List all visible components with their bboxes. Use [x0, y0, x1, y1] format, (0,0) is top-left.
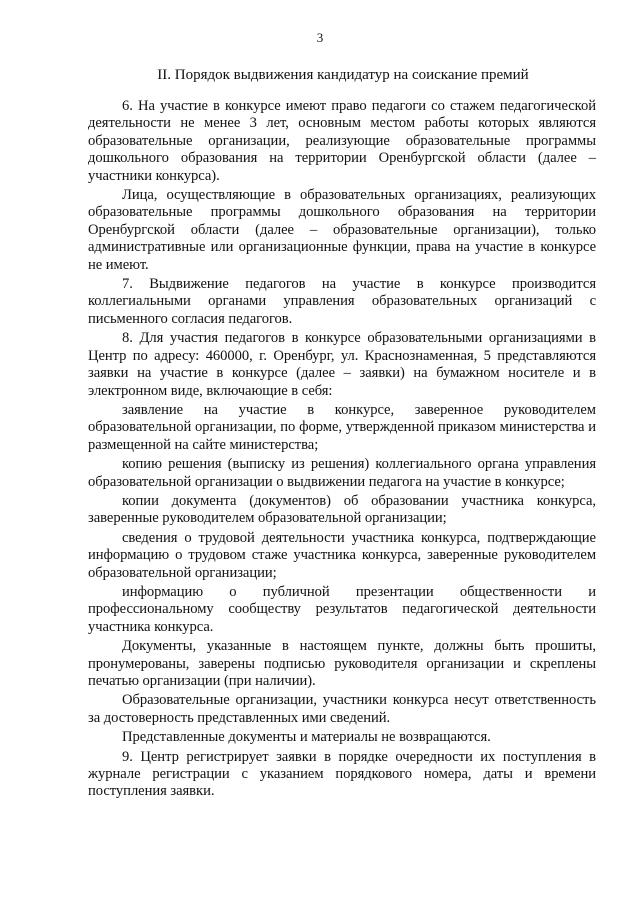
- list-item-decision-copy: копию решения (выписку из решения) коллегиального органа управления образовательной организации о выдвижении педагога на участие в конкурсе;: [88, 456, 596, 490]
- paragraph-8: 8. Для участия педагогов в конкурсе образовательными организациями в Центр по адресу: 460000, г. Оренбург, ул. Краснознаменная, 5 представляются заявки на участие в конкурсе (далее – заявки) на бумажном носителе и в электронном виде, включающие в себя:: [88, 330, 596, 399]
- list-item-education-docs: копии документа (документов) об образовании участника конкурса, заверенные руководителем образовательной организации;: [88, 492, 596, 527]
- paragraph-not-returned: Представленные документы и материалы не возвращаются.: [122, 729, 491, 746]
- paragraph-responsibility: Образовательные организации, участники конкурса несут ответственность за достоверность представленных ими сведений.: [88, 692, 596, 726]
- section-title: II. Порядок выдвижения кандидатур на соискание премий: [157, 67, 529, 83]
- list-item-presentation-info: информацию о публичной презентации общественности и профессиональному сообществу результатов педагогической деятельности участника конкурса.: [88, 583, 596, 635]
- paragraph-7: 7. Выдвижение педагогов на участие в конкурсе производится коллегиальными органами управления образовательных организаций с письменного согласия педагогов.: [88, 276, 596, 327]
- paragraph-6: 6. На участие в конкурсе имеют право педагоги со стажем педагогической деятельности не менее 3 лет, основным местом работы которых являются образовательные организации, реализующие образовательные программы дошкольного образования на территории Оренбургской области (далее – участники конкурса).: [88, 98, 596, 184]
- paragraph-persons: Лица, осуществляющие в образовательных организациях, реализующих образовательные программы дошкольного образования на территории Оренбургской области (далее – образовательные организации), только административные или организационные функции, права на участие в конкурсе не имеют.: [88, 187, 596, 273]
- list-item-work-info: сведения о трудовой деятельности участника конкурса, подтверждающие информацию о трудовом стаже участника конкурса, заверенные руководителем образовательной организации;: [88, 529, 596, 581]
- document-body: [88, 98, 596, 801]
- page-number: 3: [316, 30, 324, 45]
- list-item-application: заявление на участие в конкурсе, заверенное руководителем образовательной организации, по форме, утвержденной приказом министерства и размещенной на сайте министерства;: [88, 401, 596, 453]
- paragraph-documents: Документы, указанные в настоящем пункте, должны быть прошиты, пронумерованы, заверены подписью руководителя организации и скреплены печатью организации (при наличии).: [88, 638, 596, 689]
- paragraph-9: 9. Центр регистрирует заявки в порядке очередности их поступления в журнале регистрации с указанием порядкового номера, даты и времени поступления заявки.: [88, 748, 596, 800]
